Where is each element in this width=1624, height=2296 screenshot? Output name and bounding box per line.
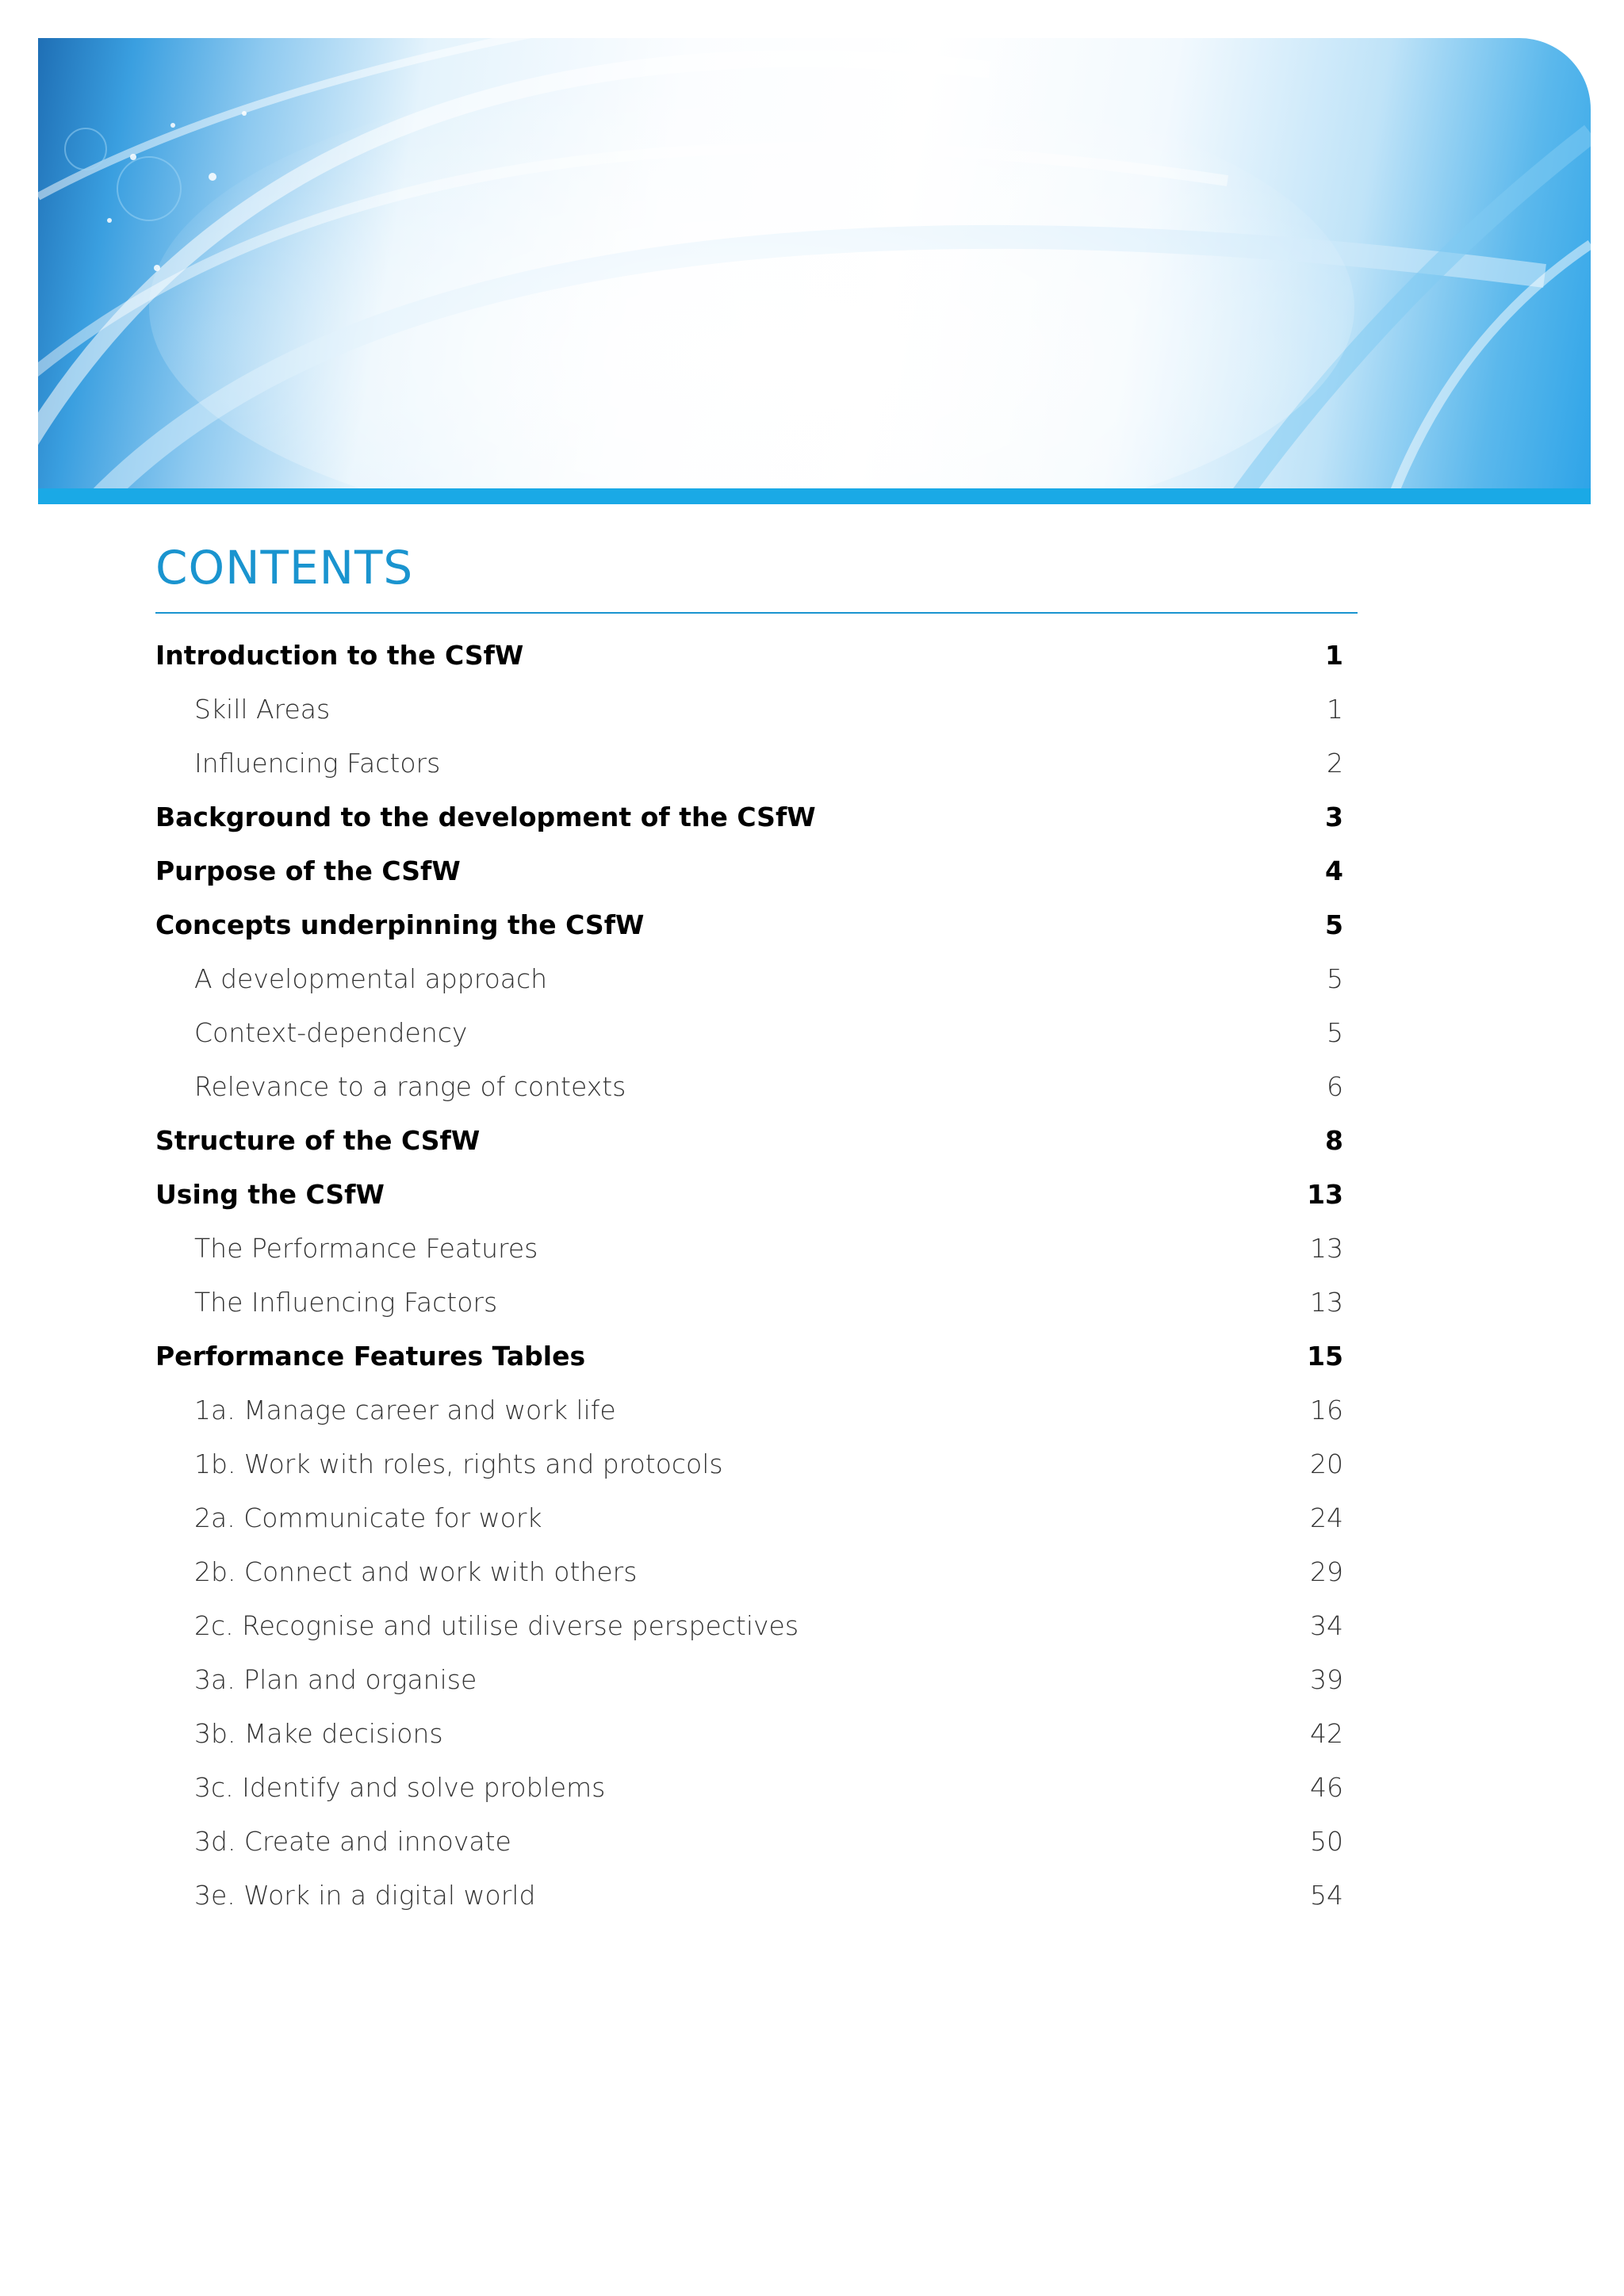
toc-section-entry[interactable] — [155, 898, 1343, 952]
toc-page-number: 5 — [1327, 963, 1343, 994]
title-divider — [155, 612, 1358, 614]
toc-page-number: 3 — [1325, 802, 1343, 832]
table-of-contents — [155, 629, 1343, 1923]
page-title: CONTENTS — [155, 541, 414, 595]
toc-subsection-entry[interactable] — [155, 1815, 1343, 1869]
toc-subsection-entry[interactable] — [155, 683, 1343, 737]
toc-subsection-entry[interactable] — [155, 1491, 1343, 1545]
toc-subsection-entry[interactable] — [155, 1653, 1343, 1707]
toc-subsection-entry[interactable] — [155, 1276, 1343, 1330]
toc-entry-label: Structure of the CSfW — [155, 1125, 481, 1156]
toc-entry-label: The Performance Features — [194, 1233, 538, 1264]
toc-page-number: 5 — [1327, 1017, 1343, 1048]
toc-page-number: 20 — [1310, 1448, 1343, 1479]
toc-entry-label: Skill Areas — [194, 694, 331, 725]
toc-subsection-entry[interactable] — [155, 737, 1343, 790]
toc-section-entry[interactable] — [155, 1168, 1343, 1222]
toc-section-entry[interactable] — [155, 844, 1343, 898]
toc-entry-label: 3a. Plan and organise — [194, 1664, 477, 1695]
toc-page-number: 42 — [1310, 1718, 1343, 1749]
toc-subsection-entry[interactable] — [155, 1222, 1343, 1276]
toc-page-number: 1 — [1327, 694, 1343, 725]
toc-subsection-entry[interactable] — [155, 1437, 1343, 1491]
toc-page-number: 13 — [1310, 1233, 1343, 1264]
toc-page-number: 2 — [1327, 748, 1343, 779]
toc-subsection-entry[interactable] — [155, 1761, 1343, 1815]
toc-entry-label: Performance Features Tables — [155, 1341, 586, 1372]
toc-subsection-entry[interactable] — [155, 1060, 1343, 1114]
toc-subsection-entry[interactable] — [155, 1707, 1343, 1761]
toc-entry-label: 3b. Make decisions — [194, 1718, 443, 1749]
toc-page-number: 4 — [1325, 855, 1343, 886]
toc-entry-label: Background to the development of the CSfW — [155, 802, 816, 832]
toc-page-number: 13 — [1307, 1179, 1343, 1210]
toc-entry-label: The Influencing Factors — [194, 1287, 498, 1318]
toc-section-entry[interactable] — [155, 1330, 1343, 1383]
toc-page-number: 1 — [1325, 640, 1343, 671]
toc-entry-label: Context-dependency — [194, 1017, 468, 1048]
toc-page-number: 39 — [1310, 1664, 1343, 1695]
toc-entry-label: 2a. Communicate for work — [194, 1502, 542, 1533]
toc-entry-label: 3d. Create and innovate — [194, 1826, 511, 1857]
header-banner — [38, 38, 1591, 488]
toc-entry-label: Using the CSfW — [155, 1179, 385, 1210]
toc-entry-label: Influencing Factors — [194, 748, 441, 779]
toc-subsection-entry[interactable] — [155, 952, 1343, 1006]
toc-entry-label: Relevance to a range of contexts — [194, 1071, 626, 1102]
toc-page-number: 29 — [1310, 1556, 1343, 1587]
toc-page-number: 5 — [1325, 909, 1343, 940]
toc-entry-label: 3c. Identify and solve problems — [194, 1772, 606, 1803]
toc-page-number: 15 — [1307, 1341, 1343, 1372]
toc-subsection-entry[interactable] — [155, 1869, 1343, 1923]
toc-entry-label: 2b. Connect and work with others — [194, 1556, 638, 1587]
toc-page-number: 46 — [1310, 1772, 1343, 1803]
toc-entry-label: 3e. Work in a digital world — [194, 1880, 536, 1911]
toc-entry-label: 1a. Manage career and work life — [194, 1395, 616, 1425]
toc-page-number: 50 — [1310, 1826, 1343, 1857]
toc-entry-label: A developmental approach — [194, 963, 548, 994]
toc-subsection-entry[interactable] — [155, 1006, 1343, 1060]
toc-subsection-entry[interactable] — [155, 1599, 1343, 1653]
toc-entry-label: 2c. Recognise and utilise diverse perspectives — [194, 1610, 799, 1641]
toc-page-number: 6 — [1327, 1071, 1343, 1102]
toc-section-entry[interactable] — [155, 790, 1343, 844]
toc-page-number: 34 — [1310, 1610, 1343, 1641]
toc-page-number: 16 — [1310, 1395, 1343, 1425]
toc-subsection-entry[interactable] — [155, 1383, 1343, 1437]
toc-entry-label: 1b. Work with roles, rights and protocols — [194, 1448, 723, 1479]
toc-subsection-entry[interactable] — [155, 1545, 1343, 1599]
toc-section-entry[interactable] — [155, 1114, 1343, 1168]
toc-page-number: 54 — [1310, 1880, 1343, 1911]
toc-page-number: 8 — [1325, 1125, 1343, 1156]
toc-section-entry[interactable] — [155, 629, 1343, 683]
toc-page-number: 13 — [1310, 1287, 1343, 1318]
toc-entry-label: Introduction to the CSfW — [155, 640, 524, 671]
toc-page-number: 24 — [1310, 1502, 1343, 1533]
header-accent-bar — [38, 488, 1591, 504]
toc-entry-label: Purpose of the CSfW — [155, 855, 461, 886]
abstract-swirl-graphic — [38, 38, 1591, 488]
toc-entry-label: Concepts underpinning the CSfW — [155, 909, 645, 940]
